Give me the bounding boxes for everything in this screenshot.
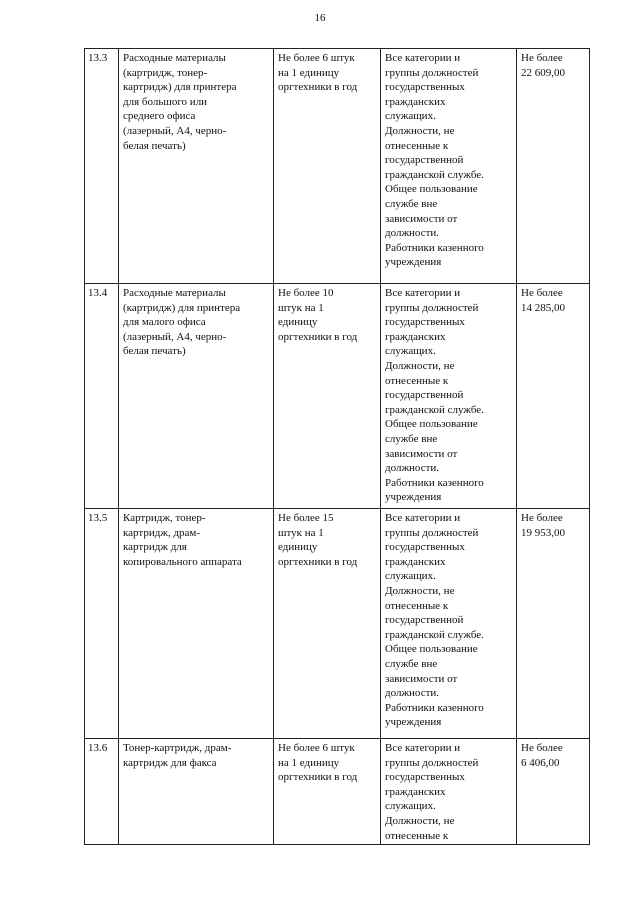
row-number-cell <box>85 49 119 284</box>
position-category: Все категории и группы должностей государственных гражданских служащих. Должности, не отнесенные к <box>385 742 479 842</box>
item-description: Расходные материалы (картридж, тонер- картридж) для принтера для большого или среднего офиса (лазерный, А4, черно- белая печать) <box>123 52 237 152</box>
page-number: 16 <box>314 12 326 24</box>
quantity-limit: Не более 15 штук на 1 единицу оргтехники в год <box>278 512 358 568</box>
quantity-limit: Не более 6 штук на 1 единицу оргтехники в год <box>278 52 358 94</box>
price-cell <box>517 284 590 509</box>
row-number: 13.6 <box>88 742 108 754</box>
position-category: Все категории и группы должностей государственных гражданских служащих. Должности, не отнесенные к государственной гражданской службе. Общее пользование службе вне зависимости от должности. Работники казенного учреждения <box>385 287 484 504</box>
table-row <box>85 739 590 845</box>
price-limit: Не более 14 285,00 <box>521 287 565 314</box>
table-row <box>85 284 590 509</box>
quantity-limit: Не более 6 штук на 1 единицу оргтехники в год <box>278 742 358 784</box>
category-cell <box>381 739 517 845</box>
item-cell <box>119 509 274 739</box>
price-limit: Не более 19 953,00 <box>521 512 565 539</box>
item-cell <box>119 284 274 509</box>
category-cell <box>381 49 517 284</box>
category-cell <box>381 509 517 739</box>
item-cell <box>119 739 274 845</box>
position-category: Все категории и группы должностей государственных гражданских служащих. Должности, не отнесенные к государственной гражданской службе. Общее пользование службе вне зависимости от должности. Работники казенного учреждения <box>385 512 484 729</box>
quantity-cell <box>274 284 381 509</box>
quantity-cell <box>274 509 381 739</box>
row-number: 13.3 <box>88 52 108 64</box>
row-number: 13.5 <box>88 512 108 524</box>
item-description: Картридж, тонер- картридж, драм- картридж для копировального аппарата <box>123 512 242 568</box>
price-cell <box>517 49 590 284</box>
price-cell <box>517 739 590 845</box>
row-number-cell <box>85 284 119 509</box>
quantity-limit: Не более 10 штук на 1 единицу оргтехники в год <box>278 287 358 343</box>
item-description: Расходные материалы (картридж) для принтера для малого офиса (лазерный, А4, черно- белая печать) <box>123 287 241 358</box>
item-description: Тонер-картридж, драм- картридж для факса <box>123 742 232 769</box>
position-category: Все категории и группы должностей государственных гражданских служащих. Должности, не отнесенные к государственной гражданской службе. Общее пользование службе вне зависимости от должности. Работники казенного учреждения <box>385 52 484 269</box>
table-row <box>85 509 590 739</box>
price-limit: Не более 6 406,00 <box>521 742 563 769</box>
item-cell <box>119 49 274 284</box>
quantity-cell <box>274 49 381 284</box>
row-number-cell <box>85 739 119 845</box>
price-limit: Не более 22 609,00 <box>521 52 565 79</box>
row-number-cell <box>85 509 119 739</box>
category-cell <box>381 284 517 509</box>
table-row <box>85 49 590 284</box>
row-number: 13.4 <box>88 287 108 299</box>
price-cell <box>517 509 590 739</box>
quantity-cell <box>274 739 381 845</box>
norms-table <box>84 48 590 845</box>
